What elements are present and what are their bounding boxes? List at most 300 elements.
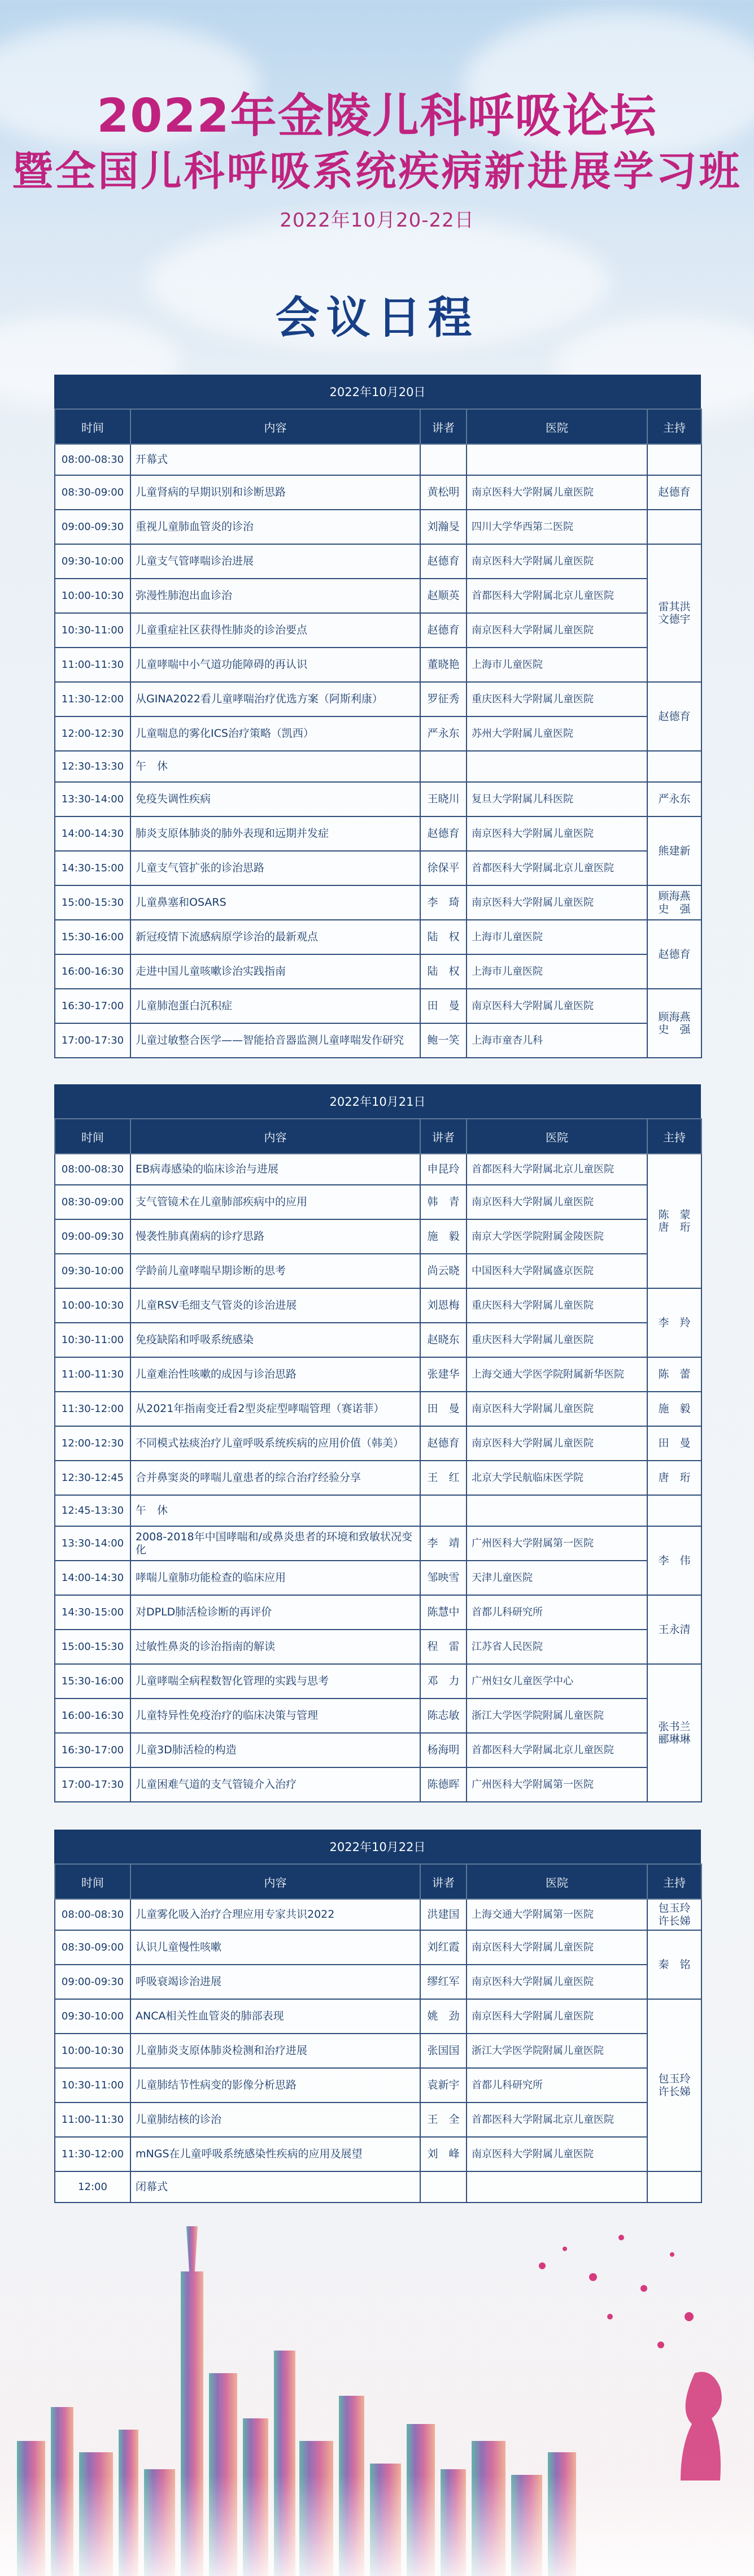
row-hospital: 苏州大学附属儿童医院: [467, 716, 647, 751]
table-row: [55, 682, 701, 716]
row-topic: 从GINA2022看儿童哮喘治疗优选方案（阿斯利康）: [130, 682, 420, 716]
row-time: 10:30-11:00: [55, 2068, 130, 2102]
row-hospital: 南京医科大学附属儿童医院: [467, 1185, 647, 1219]
row-speaker: 陈德晖: [420, 1767, 467, 1802]
row-time: 11:30-12:00: [55, 2137, 130, 2171]
row-speaker: 李 靖: [420, 1526, 467, 1561]
row-time: 08:30-09:00: [55, 1930, 130, 1965]
row-speaker: 董晓艳: [420, 648, 467, 682]
row-time: 09:00-09:30: [55, 1965, 130, 1999]
row-topic: 不同模式祛痰治疗儿童呼吸系统疾病的应用价值（韩美）: [130, 1426, 420, 1461]
host-name: 包玉玲 许长娣: [658, 1902, 691, 1927]
row-speaker: 李 琦: [420, 885, 467, 920]
row-time: 12:00-12:30: [55, 716, 130, 751]
table-row: [55, 885, 701, 920]
row-hospital: 南京医科大学附属儿童医院: [467, 1392, 647, 1426]
row-host: [647, 920, 701, 989]
row-topic: 儿童难治性咳嗽的成因与诊治思路: [130, 1357, 420, 1392]
row-hospital: 南京医科大学附属儿童医院: [467, 544, 647, 579]
table-row: [55, 2068, 701, 2102]
row-time: 10:00-10:30: [55, 579, 130, 613]
row-time: 14:30-15:00: [55, 1595, 130, 1630]
row-hospital: 首都儿科研究所: [467, 1595, 647, 1630]
row-hospital: 江苏省人民医院: [467, 1630, 647, 1664]
table-row: [55, 920, 701, 954]
column-header-host: 主持: [647, 1119, 701, 1154]
schedule-table: [54, 409, 702, 1058]
row-speaker: 袁新宇: [420, 2068, 467, 2102]
row-speaker: 陈志敏: [420, 1698, 467, 1733]
row-time: 16:00-16:30: [55, 954, 130, 989]
row-time: 16:30-17:00: [55, 989, 130, 1023]
row-time: 12:45-13:30: [55, 1495, 130, 1526]
row-time: 15:30-16:00: [55, 920, 130, 954]
row-host: [647, 885, 701, 920]
row-time: 10:30-11:00: [55, 613, 130, 648]
row-time: 12:00-12:30: [55, 1426, 130, 1461]
row-speaker: 赵顺英: [420, 579, 467, 613]
row-topic: 午 休: [130, 1495, 420, 1526]
host-name: 雷其洪 文德宇: [658, 600, 691, 625]
row-topic: 闭幕式: [130, 2171, 420, 2203]
row-hospital: 南京医科大学附属儿童医院: [467, 816, 647, 851]
table-header-row: [55, 1119, 701, 1154]
row-hospital: 首都医科大学附属北京儿童医院: [467, 1154, 647, 1185]
row-hospital: 首都医科大学附属北京儿童医院: [467, 1733, 647, 1767]
table-row: [55, 2102, 701, 2137]
row-host: [647, 1426, 701, 1461]
row-time: 14:00-14:30: [55, 1561, 130, 1595]
row-speaker: 严永东: [420, 716, 467, 751]
row-speaker: 黄松明: [420, 475, 467, 510]
row-hospital: 重庆医科大学附属儿童医院: [467, 1288, 647, 1323]
table-row: [55, 1323, 701, 1357]
row-time: 09:30-10:00: [55, 1254, 130, 1288]
row-speaker: 王 红: [420, 1461, 467, 1495]
day-date-header: 2022年10月21日: [54, 1084, 701, 1118]
table-row: [55, 1767, 701, 1802]
host-name: 赵德育: [658, 948, 691, 961]
girl-silhouette: [681, 2372, 722, 2481]
row-topic: 免疫失调性疾病: [130, 782, 420, 816]
row-hospital: 广州医科大学附属第一医院: [467, 1526, 647, 1561]
host-name: 陈 蕾: [658, 1368, 691, 1381]
row-hospital: [467, 444, 647, 475]
table-row: [55, 782, 701, 816]
row-speaker: 赵德育: [420, 544, 467, 579]
row-topic: 儿童特异性免疫治疗的临床决策与管理: [130, 1698, 420, 1733]
row-topic: 肺炎支原体肺炎的肺外表现和远期并发症: [130, 816, 420, 851]
row-topic: 儿童支气管哮喘诊治进展: [130, 544, 420, 579]
table-row: [55, 1526, 701, 1561]
column-header-time: 时间: [55, 1864, 130, 1899]
row-speaker: 王 全: [420, 2102, 467, 2137]
table-row: [55, 1254, 701, 1288]
row-hospital: 南京医科大学附属儿童医院: [467, 475, 647, 510]
row-hospital: 上海市童杏儿科: [467, 1023, 647, 1058]
column-header-hospital: 医院: [467, 409, 647, 444]
row-hospital: 首都儿科研究所: [467, 2068, 647, 2102]
row-speaker: [420, 751, 467, 782]
column-header-hospital: 医院: [467, 1864, 647, 1899]
row-speaker: 刘恩梅: [420, 1288, 467, 1323]
row-host: [647, 475, 701, 510]
table-header-row: [55, 1864, 701, 1899]
row-topic: 儿童哮喘中小气道功能障碍的再认识: [130, 648, 420, 682]
table-row: [55, 716, 701, 751]
row-time: 09:00-09:30: [55, 510, 130, 544]
host-name: 陈 蒙 唐 珩: [658, 1208, 691, 1233]
row-speaker: [420, 2171, 467, 2203]
row-topic: 走进中国儿童咳嗽诊治实践指南: [130, 954, 420, 989]
row-topic: 儿童喘息的雾化ICS治疗策略（凯西）: [130, 716, 420, 751]
table-row: [55, 1561, 701, 1595]
row-speaker: 张国国: [420, 2034, 467, 2068]
row-topic: EB病毒感染的临床诊治与进展: [130, 1154, 420, 1185]
row-hospital: 上海市儿童医院: [467, 920, 647, 954]
table-row: [55, 1733, 701, 1767]
host-name: 唐 珩: [658, 1471, 691, 1484]
row-time: 09:30-10:00: [55, 1999, 130, 2034]
row-topic: 开幕式: [130, 444, 420, 475]
row-topic: 儿童支气管扩张的诊治思路: [130, 851, 420, 885]
row-topic: 儿童困难气道的支气管镜介入治疗: [130, 1767, 420, 1802]
row-hospital: 广州妇女儿童医学中心: [467, 1664, 647, 1698]
row-topic: 儿童肺泡蛋白沉积症: [130, 989, 420, 1023]
row-topic: 认识儿童慢性咳嗽: [130, 1930, 420, 1965]
table-row: [55, 954, 701, 989]
table-row: [55, 1219, 701, 1254]
row-topic: 慢袭性肺真菌病的诊疗思路: [130, 1219, 420, 1254]
row-hospital: 首都医科大学附属北京儿童医院: [467, 851, 647, 885]
column-header-time: 时间: [55, 409, 130, 444]
schedule-table: [54, 1863, 702, 2203]
day-date-header: 2022年10月22日: [54, 1830, 701, 1863]
row-topic: 弥漫性肺泡出血诊治: [130, 579, 420, 613]
row-speaker: 赵晓东: [420, 1323, 467, 1357]
row-time: 15:30-16:00: [55, 1664, 130, 1698]
row-host: [647, 1595, 701, 1664]
row-time: 11:00-11:30: [55, 1357, 130, 1392]
row-time: 11:30-12:00: [55, 682, 130, 716]
row-time: 14:00-14:30: [55, 816, 130, 851]
row-speaker: 刘 峰: [420, 2137, 467, 2171]
row-speaker: [420, 444, 467, 475]
row-time: 16:00-16:30: [55, 1698, 130, 1733]
row-speaker: 尚云晓: [420, 1254, 467, 1288]
column-header-speaker: 讲者: [420, 1864, 467, 1899]
row-hospital: 重庆医科大学附属儿童医院: [467, 682, 647, 716]
row-host: [647, 2171, 701, 2203]
row-time: 09:30-10:00: [55, 544, 130, 579]
day-schedule-1: [54, 375, 701, 1058]
table-row: [55, 1426, 701, 1461]
forum-title: 2022年金陵儿科呼吸论坛: [97, 89, 657, 143]
row-topic: 儿童重症社区获得性肺炎的诊治要点: [130, 613, 420, 648]
column-header-speaker: 讲者: [420, 1119, 467, 1154]
row-speaker: 徐保平: [420, 851, 467, 885]
row-hospital: 四川大学华西第二医院: [467, 510, 647, 544]
row-topic: 儿童肺炎支原体肺炎检测和治疗进展: [130, 2034, 420, 2068]
row-host: [647, 989, 701, 1058]
row-topic: 过敏性鼻炎的诊治指南的解读: [130, 1630, 420, 1664]
column-header-topic: 内容: [130, 1864, 420, 1899]
row-topic: 儿童RSV毛细支气管炎的诊治进展: [130, 1288, 420, 1323]
row-speaker: 田 曼: [420, 1392, 467, 1426]
row-time: 08:00-08:30: [55, 444, 130, 475]
table-row: [55, 1288, 701, 1323]
row-speaker: 陈慧中: [420, 1595, 467, 1630]
row-speaker: 施 毅: [420, 1219, 467, 1254]
schedule-table: [54, 1118, 702, 1802]
host-name: 赵德育: [658, 710, 691, 723]
row-speaker: 罗征秀: [420, 682, 467, 716]
table-row: [55, 613, 701, 648]
row-topic: 儿童肺结核的诊治: [130, 2102, 420, 2137]
row-topic: 重视儿童肺血管炎的诊治: [130, 510, 420, 544]
row-hospital: 浙江大学医学院附属儿童医院: [467, 2034, 647, 2068]
row-hospital: 上海市儿童医院: [467, 954, 647, 989]
row-hospital: 重庆医科大学附属儿童医院: [467, 1323, 647, 1357]
row-topic: mNGS在儿童呼吸系统感染性疾病的应用及展望: [130, 2137, 420, 2171]
column-header-topic: 内容: [130, 1119, 420, 1154]
host-name: 秦 铭: [658, 1958, 691, 1971]
row-topic: 午 休: [130, 751, 420, 782]
table-row: [55, 2137, 701, 2171]
table-row: [55, 1154, 701, 1185]
row-host: [647, 1495, 701, 1526]
row-topic: 儿童肺结节性病变的影像分析思路: [130, 2068, 420, 2102]
row-host: [647, 1999, 701, 2171]
row-topic: 从2021年指南变迁看2型炎症型哮喘管理（赛诺菲）: [130, 1392, 420, 1426]
row-topic: 儿童雾化吸入治疗合理应用专家共识2022: [130, 1899, 420, 1930]
row-speaker: 刘红霞: [420, 1930, 467, 1965]
table-row: [55, 1495, 701, 1526]
host-name: 顾海燕 史 强: [658, 1010, 691, 1036]
dandelion-seeds: [539, 2235, 694, 2348]
row-topic: 免疫缺陷和呼吸系统感染: [130, 1323, 420, 1357]
column-header-time: 时间: [55, 1119, 130, 1154]
table-row: [55, 2034, 701, 2068]
host-name: 田 曼: [658, 1437, 691, 1450]
forum-subtitle: 暨全国儿科呼吸系统疾病新进展学习班: [12, 147, 742, 195]
row-speaker: [420, 1495, 467, 1526]
table-row: [55, 1899, 701, 1930]
row-hospital: 南京医科大学附属儿童医院: [467, 2137, 647, 2171]
table-row: [55, 751, 701, 782]
row-topic: 新冠疫情下流感病原学诊治的最新观点: [130, 920, 420, 954]
table-row: [55, 1392, 701, 1426]
table-row: [55, 851, 701, 885]
row-time: 12:30-12:45: [55, 1461, 130, 1495]
row-host: [647, 682, 701, 751]
table-row: [55, 1999, 701, 2034]
row-host: [647, 1288, 701, 1357]
column-header-host: 主持: [647, 409, 701, 444]
row-hospital: 中国医科大学附属盛京医院: [467, 1254, 647, 1288]
row-speaker: 程 雷: [420, 1630, 467, 1664]
row-host: [647, 816, 701, 885]
row-speaker: 申昆玲: [420, 1154, 467, 1185]
row-hospital: [467, 1495, 647, 1526]
row-host: [647, 1392, 701, 1426]
row-time: 09:00-09:30: [55, 1219, 130, 1254]
host-name: 严永东: [658, 793, 691, 806]
row-hospital: 南京医科大学附属儿童医院: [467, 613, 647, 648]
table-row: [55, 1930, 701, 1965]
row-hospital: 复旦大学附属儿科医院: [467, 782, 647, 816]
row-time: 12:30-13:30: [55, 751, 130, 782]
row-topic: 2008-2018年中国哮喘和/或鼻炎患者的环境和致敏状况变化: [130, 1526, 420, 1561]
table-row: [55, 1664, 701, 1698]
table-row: [55, 1357, 701, 1392]
table-row: [55, 475, 701, 510]
row-time: 10:00-10:30: [55, 2034, 130, 2068]
row-hospital: 首都医科大学附属北京儿童医院: [467, 579, 647, 613]
row-hospital: 首都医科大学附属北京儿童医院: [467, 2102, 647, 2137]
row-topic: 哮喘儿童肺功能检查的临床应用: [130, 1561, 420, 1595]
table-row: [55, 648, 701, 682]
row-hospital: 南京医科大学附属儿童医院: [467, 1999, 647, 2034]
row-time: 12:00: [55, 2171, 130, 2203]
row-host: [647, 751, 701, 782]
row-host: [647, 510, 701, 544]
row-topic: 儿童过敏整合医学——智能拾音器监测儿童哮喘发作研究: [130, 1023, 420, 1058]
row-speaker: 赵德育: [420, 613, 467, 648]
row-time: 08:30-09:00: [55, 1185, 130, 1219]
forum-date: 2022年10月20-22日: [280, 209, 474, 232]
table-row: [55, 1023, 701, 1058]
column-header-topic: 内容: [130, 409, 420, 444]
table-row: [55, 816, 701, 851]
row-time: 08:00-08:30: [55, 1899, 130, 1930]
host-name: 王永清: [658, 1623, 691, 1636]
table-row: [55, 544, 701, 579]
row-hospital: 上海交通大学医学院附属新华医院: [467, 1357, 647, 1392]
row-host: [647, 782, 701, 816]
host-name: 熊建新: [658, 844, 691, 857]
row-host: [647, 1357, 701, 1392]
row-speaker: 洪建国: [420, 1899, 467, 1930]
day-date-header: 2022年10月20日: [54, 375, 701, 409]
table-row: [55, 1630, 701, 1664]
row-host: [647, 1154, 701, 1288]
row-speaker: 张建华: [420, 1357, 467, 1392]
row-speaker: 缪红军: [420, 1965, 467, 1999]
row-speaker: 陆 权: [420, 954, 467, 989]
row-speaker: 邹映雪: [420, 1561, 467, 1595]
row-time: 15:00-15:30: [55, 885, 130, 920]
row-host: [647, 1664, 701, 1802]
row-host: [647, 444, 701, 475]
row-topic: 儿童3D肺活检的构造: [130, 1733, 420, 1767]
host-name: 包玉玲 许长娣: [658, 2073, 691, 2098]
row-speaker: 田 曼: [420, 989, 467, 1023]
row-time: 17:00-17:30: [55, 1023, 130, 1058]
row-speaker: 韩 青: [420, 1185, 467, 1219]
agenda-title: 会议日程: [275, 293, 479, 344]
row-hospital: 天津儿童医院: [467, 1561, 647, 1595]
row-hospital: 北京大学民航临床医学院: [467, 1461, 647, 1495]
row-host: [647, 1526, 701, 1595]
row-speaker: 赵德育: [420, 1426, 467, 1461]
row-time: 10:30-11:00: [55, 1323, 130, 1357]
row-hospital: 浙江大学医学院附属儿童医院: [467, 1698, 647, 1733]
table-row: [55, 1965, 701, 1999]
host-name: 李 伟: [658, 1554, 691, 1567]
row-time: 14:30-15:00: [55, 851, 130, 885]
row-speaker: 刘瀚旻: [420, 510, 467, 544]
row-topic: 对DPLD肺活检诊断的再评价: [130, 1595, 420, 1630]
row-hospital: 上海交通大学附属第一医院: [467, 1899, 647, 1930]
row-time: 13:30-14:00: [55, 782, 130, 816]
row-hospital: 南京大学医学院附属金陵医院: [467, 1219, 647, 1254]
row-hospital: [467, 751, 647, 782]
row-hospital: 上海市儿童医院: [467, 648, 647, 682]
row-speaker: 杨海明: [420, 1733, 467, 1767]
host-name: 张书兰 郦琳琳: [658, 1720, 691, 1745]
table-row: [55, 1698, 701, 1733]
table-row: [55, 1461, 701, 1495]
row-topic: 合并鼻窦炎的哮喘儿童患者的综合治疗经验分享: [130, 1461, 420, 1495]
row-hospital: 广州医科大学附属第一医院: [467, 1767, 647, 1802]
host-name: 施 毅: [658, 1402, 691, 1415]
table-header-row: [55, 409, 701, 444]
row-time: 11:00-11:30: [55, 648, 130, 682]
row-speaker: 王晓川: [420, 782, 467, 816]
column-header-speaker: 讲者: [420, 409, 467, 444]
row-speaker: 赵德育: [420, 816, 467, 851]
row-topic: 呼吸衰竭诊治进展: [130, 1965, 420, 1999]
column-header-host: 主持: [647, 1864, 701, 1899]
row-time: 13:30-14:00: [55, 1526, 130, 1561]
row-time: 08:00-08:30: [55, 1154, 130, 1185]
row-time: 15:00-15:30: [55, 1630, 130, 1664]
row-speaker: 邓 力: [420, 1664, 467, 1698]
day-schedule-2: [54, 1084, 701, 1802]
row-speaker: 鲍一笑: [420, 1023, 467, 1058]
row-time: 16:30-17:00: [55, 1733, 130, 1767]
day-schedule-3: [54, 1830, 701, 2203]
host-name: 李 羚: [658, 1316, 691, 1329]
host-name: 顾海燕 史 强: [658, 890, 691, 915]
row-topic: 支气管镜术在儿童肺部疾病中的应用: [130, 1185, 420, 1219]
row-topic: 儿童肾病的早期识别和诊断思路: [130, 475, 420, 510]
table-row: [55, 2171, 701, 2203]
table-row: [55, 444, 701, 475]
row-topic: 儿童哮喘全病程数智化管理的实践与思考: [130, 1664, 420, 1698]
row-hospital: 南京医科大学附属儿童医院: [467, 1426, 647, 1461]
row-hospital: 南京医科大学附属儿童医院: [467, 885, 647, 920]
row-time: 08:30-09:00: [55, 475, 130, 510]
row-time: 11:00-11:30: [55, 2102, 130, 2137]
row-topic: ANCA相关性血管炎的肺部表现: [130, 1999, 420, 2034]
row-topic: 学龄前儿童哮喘早期诊断的思考: [130, 1254, 420, 1288]
city-skyline-illustration: [0, 2204, 754, 2576]
row-host: [647, 544, 701, 682]
table-row: [55, 579, 701, 613]
row-hospital: 南京医科大学附属儿童医院: [467, 1965, 647, 1999]
row-hospital: [467, 2171, 647, 2203]
row-speaker: 姚 劲: [420, 1999, 467, 2034]
row-host: [647, 1930, 701, 1999]
table-row: [55, 1185, 701, 1219]
row-host: [647, 1899, 701, 1930]
row-hospital: 南京医科大学附属儿童医院: [467, 989, 647, 1023]
row-time: 10:00-10:30: [55, 1288, 130, 1323]
host-name: 赵德育: [658, 486, 691, 499]
row-topic: 儿童鼻塞和OSARS: [130, 885, 420, 920]
